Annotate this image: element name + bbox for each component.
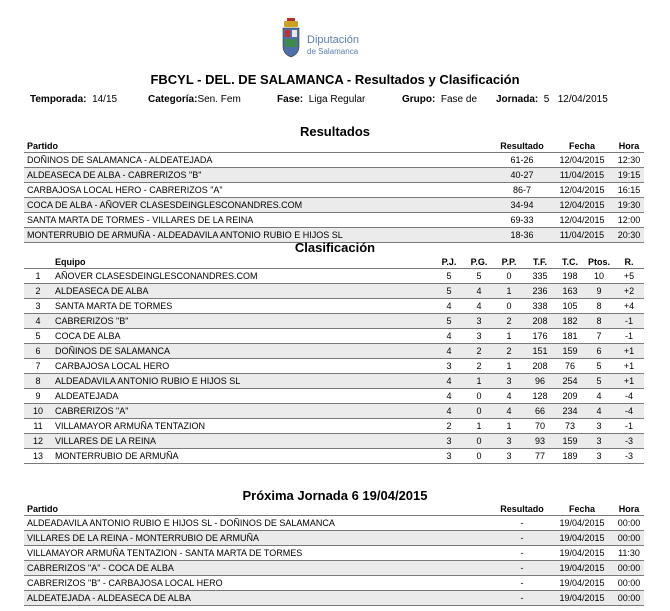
- cell-ptos: 3: [584, 419, 614, 434]
- cell-partido: ALDEASECA DE ALBA - CABRERIZOS "B": [24, 168, 494, 183]
- proxima-title: Próxima Jornada 6 19/04/2015: [242, 488, 428, 503]
- cell-partido: SANTA MARTA DE TORMES - VILLARES DE LA REINA: [24, 213, 494, 228]
- cell-pg: 0: [464, 389, 494, 404]
- table-row: [24, 561, 644, 576]
- cell-r: +4: [614, 299, 644, 314]
- cell-ptos: 8: [584, 314, 614, 329]
- cell-pos: 5: [24, 329, 52, 344]
- cell-r: -1: [614, 419, 644, 434]
- cell-hora: 00:00: [614, 576, 644, 591]
- cell-pj: 4: [434, 329, 464, 344]
- cell-pj: 4: [434, 389, 464, 404]
- table-row: [24, 516, 644, 531]
- cell-r: +1: [614, 374, 644, 389]
- cell-pos: 3: [24, 299, 52, 314]
- cell-pos: 2: [24, 284, 52, 299]
- cell-pos: 11: [24, 419, 52, 434]
- cell-equipo: CABRERIZOS "B": [52, 314, 434, 329]
- table-row: [24, 314, 644, 329]
- col-hora: Hora: [618, 141, 640, 151]
- table-row: [24, 153, 644, 168]
- cell-r: +1: [614, 359, 644, 374]
- cell-tc: 159: [556, 434, 584, 449]
- proxima-table: [24, 503, 644, 606]
- cell-resultado: 34-94: [494, 198, 550, 213]
- cell-resultado: 86-7: [494, 183, 550, 198]
- cell-hora: 12:30: [614, 153, 644, 168]
- cell-hora: 19:15: [614, 168, 644, 183]
- table-row: [24, 546, 644, 561]
- cell-resultado: -: [494, 531, 550, 546]
- cell-hora: 00:00: [614, 591, 644, 606]
- col-hora: Hora: [618, 504, 640, 514]
- cell-equipo: ALDEASECA DE ALBA: [52, 284, 434, 299]
- cell-pp: 4: [494, 404, 524, 419]
- cell-pos: 1: [24, 269, 52, 284]
- col-resultado: Resultado: [500, 141, 544, 151]
- cell-fecha: 11/04/2015: [550, 168, 614, 183]
- cell-resultado: -: [494, 561, 550, 576]
- cell-r: +1: [614, 344, 644, 359]
- cell-equipo: VILLARES DE LA REINA: [52, 434, 434, 449]
- cell-fecha: 12/04/2015: [550, 153, 614, 168]
- cell-fecha: 12/04/2015: [550, 213, 614, 228]
- col-r: R.: [624, 257, 634, 267]
- cell-pg: 4: [464, 284, 494, 299]
- cell-fecha: 12/04/2015: [550, 183, 614, 198]
- cell-fecha: 12/04/2015: [550, 198, 614, 213]
- cell-pos: 8: [24, 374, 52, 389]
- table-row: [24, 434, 644, 449]
- cell-tc: 189: [556, 449, 584, 464]
- cell-pg: 2: [464, 344, 494, 359]
- meta-grupo: Grupo: Fase de: [402, 94, 478, 105]
- cell-pp: 1: [494, 359, 524, 374]
- table-row: [24, 374, 644, 389]
- cell-tf: 151: [524, 344, 556, 359]
- cell-ptos: 5: [584, 359, 614, 374]
- table-row: [24, 389, 644, 404]
- table-row: [24, 531, 644, 546]
- table-row: [24, 213, 644, 228]
- table-row: [24, 404, 644, 419]
- cell-pg: 0: [464, 404, 494, 419]
- cell-pg: 5: [464, 269, 494, 284]
- cell-pp: 2: [494, 314, 524, 329]
- cell-ptos: 7: [584, 329, 614, 344]
- cell-fecha: 19/04/2015: [550, 516, 614, 531]
- cell-pg: 0: [464, 449, 494, 464]
- cell-pp: 3: [494, 374, 524, 389]
- table-row: [24, 591, 644, 606]
- cell-equipo: COCA DE ALBA: [52, 329, 434, 344]
- cell-pp: 1: [494, 419, 524, 434]
- cell-pos: 12: [24, 434, 52, 449]
- cell-hora: 00:00: [614, 516, 644, 531]
- cell-pp: 3: [494, 434, 524, 449]
- cell-partido: CABRERIZOS "A" - COCA DE ALBA: [24, 561, 494, 576]
- cell-hora: 12:00: [614, 213, 644, 228]
- cell-tc: 181: [556, 329, 584, 344]
- cell-pg: 4: [464, 299, 494, 314]
- col-tf: T.F.: [532, 257, 547, 267]
- cell-pos: 7: [24, 359, 52, 374]
- cell-fecha: 19/04/2015: [550, 546, 614, 561]
- cell-tf: 236: [524, 284, 556, 299]
- cell-pos: 10: [24, 404, 52, 419]
- cell-tf: 77: [524, 449, 556, 464]
- cell-partido: MONTERRUBIO DE ARMUÑA - ALDEADAVILA ANTONIO RUBIO E HIJOS SL: [24, 228, 494, 243]
- cell-equipo: DOÑINOS DE SALAMANCA: [52, 344, 434, 359]
- cell-partido: ALDEADAVILA ANTONIO RUBIO E HIJOS SL - DOÑINOS DE SALAMANCA: [24, 516, 494, 531]
- cell-tc: 209: [556, 389, 584, 404]
- cell-pp: 4: [494, 389, 524, 404]
- cell-hora: 16:15: [614, 183, 644, 198]
- table-row: [24, 198, 644, 213]
- cell-pp: 1: [494, 329, 524, 344]
- table-row: [24, 576, 644, 591]
- cell-resultado: -: [494, 576, 550, 591]
- cell-pg: 3: [464, 329, 494, 344]
- meta-temporada: Temporada: 14/15: [30, 94, 118, 105]
- cell-ptos: 9: [584, 284, 614, 299]
- cell-equipo: CARBAJOSA LOCAL HERO: [52, 359, 434, 374]
- cell-pj: 4: [434, 404, 464, 419]
- cell-pp: 3: [494, 449, 524, 464]
- cell-ptos: 4: [584, 404, 614, 419]
- cell-partido: COCA DE ALBA - AÑOVER CLASESDEINGLESCONANDRES.COM: [24, 198, 494, 213]
- cell-r: +2: [614, 284, 644, 299]
- logo-line1: Diputación: [307, 34, 359, 46]
- table-row: [24, 449, 644, 464]
- table-row: [24, 269, 644, 284]
- cell-pp: 1: [494, 284, 524, 299]
- cell-resultado: -: [494, 591, 550, 606]
- cell-r: -3: [614, 434, 644, 449]
- cell-equipo: MONTERRUBIO DE ARMUÑA: [52, 449, 434, 464]
- cell-r: -4: [614, 404, 644, 419]
- cell-hora: 11:30: [614, 546, 644, 561]
- table-row: [24, 299, 644, 314]
- cell-ptos: 10: [584, 269, 614, 284]
- cell-tc: 159: [556, 344, 584, 359]
- col-fecha: Fecha: [568, 141, 595, 151]
- cell-equipo: SANTA MARTA DE TORMES: [52, 299, 434, 314]
- cell-tc: 198: [556, 269, 584, 284]
- coat-of-arms-icon: [281, 18, 301, 58]
- cell-tc: 73: [556, 419, 584, 434]
- resultados-title: Resultados: [299, 124, 371, 139]
- page-title: FBCYL - DEL. DE SALAMANCA - Resultados y Clasificación: [150, 72, 520, 87]
- cell-r: -3: [614, 449, 644, 464]
- col-equipo: Equipo: [55, 257, 86, 267]
- cell-partido: ALDEATEJADA - ALDEASECA DE ALBA: [24, 591, 494, 606]
- logo-line2: de Salamanca: [307, 47, 359, 56]
- col-tc: T.C.: [561, 257, 578, 267]
- table-row: [24, 168, 644, 183]
- cell-tf: 335: [524, 269, 556, 284]
- cell-pj: 3: [434, 434, 464, 449]
- cell-pj: 4: [434, 344, 464, 359]
- cell-pg: 1: [464, 419, 494, 434]
- cell-partido: DOÑINOS DE SALAMANCA - ALDEATEJADA: [24, 153, 494, 168]
- cell-pj: 4: [434, 299, 464, 314]
- cell-tc: 234: [556, 404, 584, 419]
- cell-hora: 20:30: [614, 228, 644, 243]
- cell-ptos: 4: [584, 389, 614, 404]
- cell-equipo: VILLAMAYOR ARMUÑA TENTAZION: [52, 419, 434, 434]
- cell-ptos: 8: [584, 299, 614, 314]
- resultados-table: [24, 140, 644, 243]
- cell-pj: 5: [434, 269, 464, 284]
- cell-equipo: CABRERIZOS "A": [52, 404, 434, 419]
- meta-jornada: Jornada: 5 12/04/2015: [496, 94, 608, 105]
- cell-resultado: 61-26: [494, 153, 550, 168]
- cell-tf: 66: [524, 404, 556, 419]
- cell-tf: 338: [524, 299, 556, 314]
- cell-pos: 6: [24, 344, 52, 359]
- cell-equipo: ALDEADAVILA ANTONIO RUBIO E HIJOS SL: [52, 374, 434, 389]
- cell-partido: CARBAJOSA LOCAL HERO - CABRERIZOS "A": [24, 183, 494, 198]
- table-row: [24, 359, 644, 374]
- col-fecha: Fecha: [568, 504, 595, 514]
- cell-hora: 19:30: [614, 198, 644, 213]
- cell-ptos: 3: [584, 434, 614, 449]
- cell-tf: 70: [524, 419, 556, 434]
- cell-resultado: 69-33: [494, 213, 550, 228]
- cell-ptos: 3: [584, 449, 614, 464]
- cell-pos: 9: [24, 389, 52, 404]
- cell-tc: 76: [556, 359, 584, 374]
- cell-r: +5: [614, 269, 644, 284]
- cell-pg: 1: [464, 374, 494, 389]
- cell-pg: 2: [464, 359, 494, 374]
- cell-partido: VILLAMAYOR ARMUÑA TENTAZION - SANTA MARTA DE TORMES: [24, 546, 494, 561]
- diputacion-logo: [276, 16, 376, 62]
- cell-tf: 128: [524, 389, 556, 404]
- cell-hora: 00:00: [614, 561, 644, 576]
- cell-tc: 105: [556, 299, 584, 314]
- cell-pp: 0: [494, 269, 524, 284]
- cell-resultado: 40-27: [494, 168, 550, 183]
- cell-partido: VILLARES DE LA REINA - MONTERRUBIO DE ARMUÑA: [24, 531, 494, 546]
- cell-tc: 254: [556, 374, 584, 389]
- cell-fecha: 19/04/2015: [550, 531, 614, 546]
- cell-ptos: 6: [584, 344, 614, 359]
- cell-pg: 0: [464, 434, 494, 449]
- cell-r: -4: [614, 389, 644, 404]
- col-pj: P.J.: [441, 257, 457, 267]
- col-resultado: Resultado: [500, 504, 544, 514]
- col-partido: Partido: [27, 504, 59, 514]
- cell-pj: 3: [434, 359, 464, 374]
- col-pg: P.G.: [470, 257, 488, 267]
- cell-resultado: 18-36: [494, 228, 550, 243]
- cell-resultado: -: [494, 546, 550, 561]
- clasificacion-table: [24, 256, 644, 464]
- cell-tf: 96: [524, 374, 556, 389]
- col-pp: P.P.: [501, 257, 517, 267]
- meta-fase: Fase: Liga Regular: [277, 94, 366, 105]
- cell-fecha: 19/04/2015: [550, 591, 614, 606]
- cell-ptos: 5: [584, 374, 614, 389]
- meta-categoria: Categoría:Sen. Fem: [148, 94, 241, 105]
- cell-tf: 208: [524, 314, 556, 329]
- table-row: [24, 344, 644, 359]
- cell-tf: 208: [524, 359, 556, 374]
- cell-tc: 182: [556, 314, 584, 329]
- clasificacion-title: Clasificación: [294, 240, 376, 255]
- cell-pj: 5: [434, 284, 464, 299]
- cell-hora: 00:00: [614, 531, 644, 546]
- cell-pos: 4: [24, 314, 52, 329]
- cell-tc: 163: [556, 284, 584, 299]
- cell-pj: 5: [434, 314, 464, 329]
- col-ptos: Ptos.: [587, 257, 610, 267]
- cell-pp: 2: [494, 344, 524, 359]
- cell-pj: 3: [434, 449, 464, 464]
- cell-pj: 2: [434, 419, 464, 434]
- table-row: [24, 419, 644, 434]
- cell-pp: 0: [494, 299, 524, 314]
- cell-fecha: 19/04/2015: [550, 561, 614, 576]
- table-row: [24, 284, 644, 299]
- cell-resultado: -: [494, 516, 550, 531]
- cell-fecha: 19/04/2015: [550, 576, 614, 591]
- cell-r: -1: [614, 314, 644, 329]
- cell-pg: 3: [464, 314, 494, 329]
- cell-equipo: ALDEATEJADA: [52, 389, 434, 404]
- cell-equipo: AÑOVER CLASESDEINGLESCONANDRES.COM: [52, 269, 434, 284]
- table-row: [24, 329, 644, 344]
- cell-tf: 93: [524, 434, 556, 449]
- cell-tf: 176: [524, 329, 556, 344]
- cell-pos: 13: [24, 449, 52, 464]
- cell-r: -1: [614, 329, 644, 344]
- table-row: [24, 183, 644, 198]
- cell-pj: 4: [434, 374, 464, 389]
- cell-fecha: 11/04/2015: [550, 228, 614, 243]
- col-partido: Partido: [27, 141, 59, 151]
- cell-partido: CABRERIZOS "B" - CARBAJOSA LOCAL HERO: [24, 576, 494, 591]
